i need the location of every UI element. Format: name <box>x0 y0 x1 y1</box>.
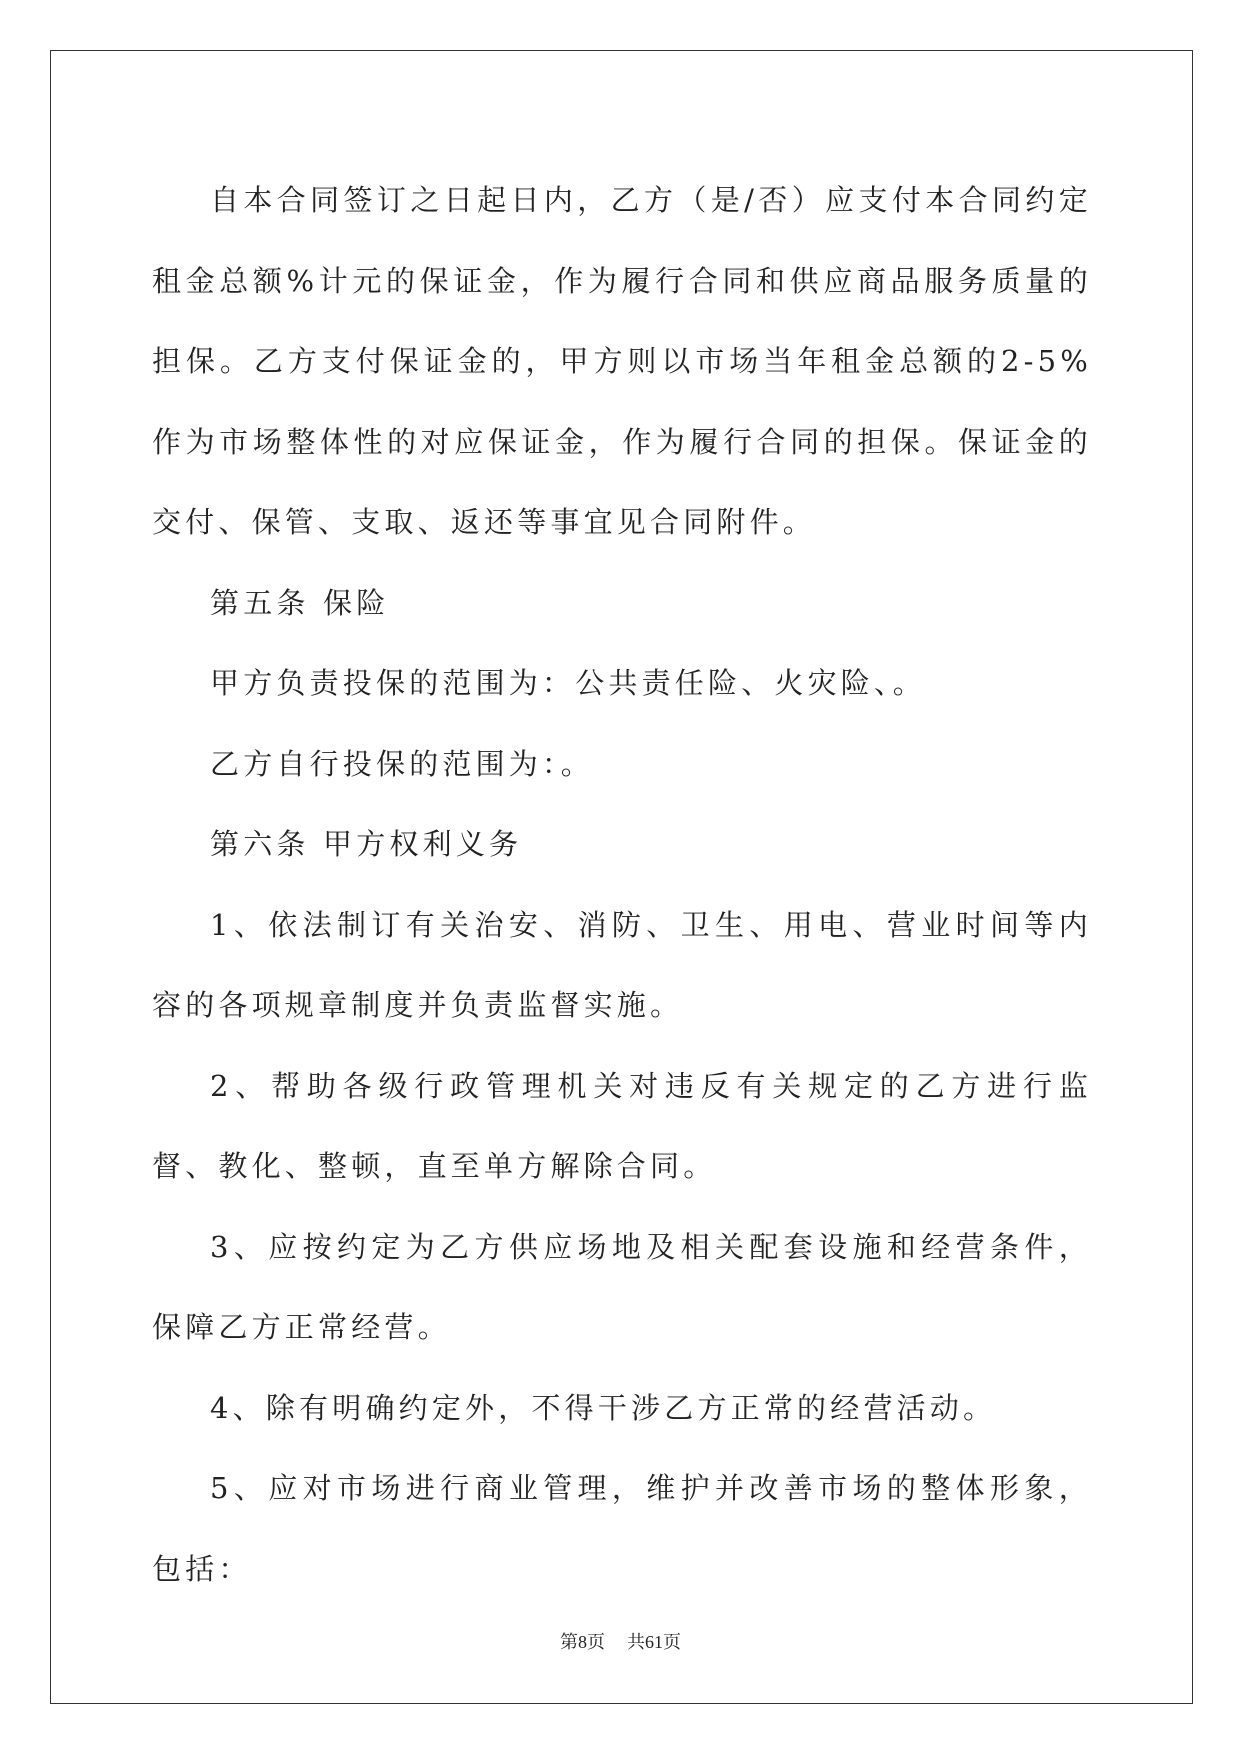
paragraph-party-b-insurance: 乙方自行投保的范围为：。 <box>210 746 594 781</box>
page-footer <box>0 1628 1241 1654</box>
list-item-3: 3、应按约定为乙方供应场地及相关配套设施和经营条件，保障乙方正常经营。 <box>152 1229 1092 1344</box>
heading-article-6: 第六条 甲方权利义务 <box>210 827 523 861</box>
list-item-5: 5、应对市场进行商业管理，维护并改善市场的整体形象，包括： <box>152 1471 1092 1586</box>
heading-article-5: 第五条 保险 <box>210 585 390 620</box>
current-page-number: 第8页 <box>560 1632 605 1652</box>
list-item-4: 4、除有明确约定外，不得干涉乙方正常的经营活动。 <box>210 1390 997 1425</box>
paragraph-security-deposit: 自本合同签订之日起日内，乙方（是/否）应支付本合同约定租金总额%计元的保证金，作为履行合同和供应商品服务质量的担保。乙方支付保证金的，甲方则以市场当年租金总额的2-5%作为市场整体性的对应保证金，作为履行合同的担保。保证金的交付、保管、支取、返还等事宜见合同附件。 <box>152 183 1092 539</box>
total-pages: 共61页 <box>627 1632 681 1652</box>
document-body <box>152 160 1092 1609</box>
list-item-1: 1、依法制订有关治安、消防、卫生、用电、营业时间等内容的各项规章制度并负责监督实施。 <box>152 907 1092 1022</box>
paragraph-party-a-insurance: 甲方负责投保的范围为：公共责任险、火灾险、。 <box>210 666 926 700</box>
list-item-2: 2、帮助各级行政管理机关对违反有关规定的乙方进行监督、教化、整顿，直至单方解除合同。 <box>152 1068 1092 1183</box>
